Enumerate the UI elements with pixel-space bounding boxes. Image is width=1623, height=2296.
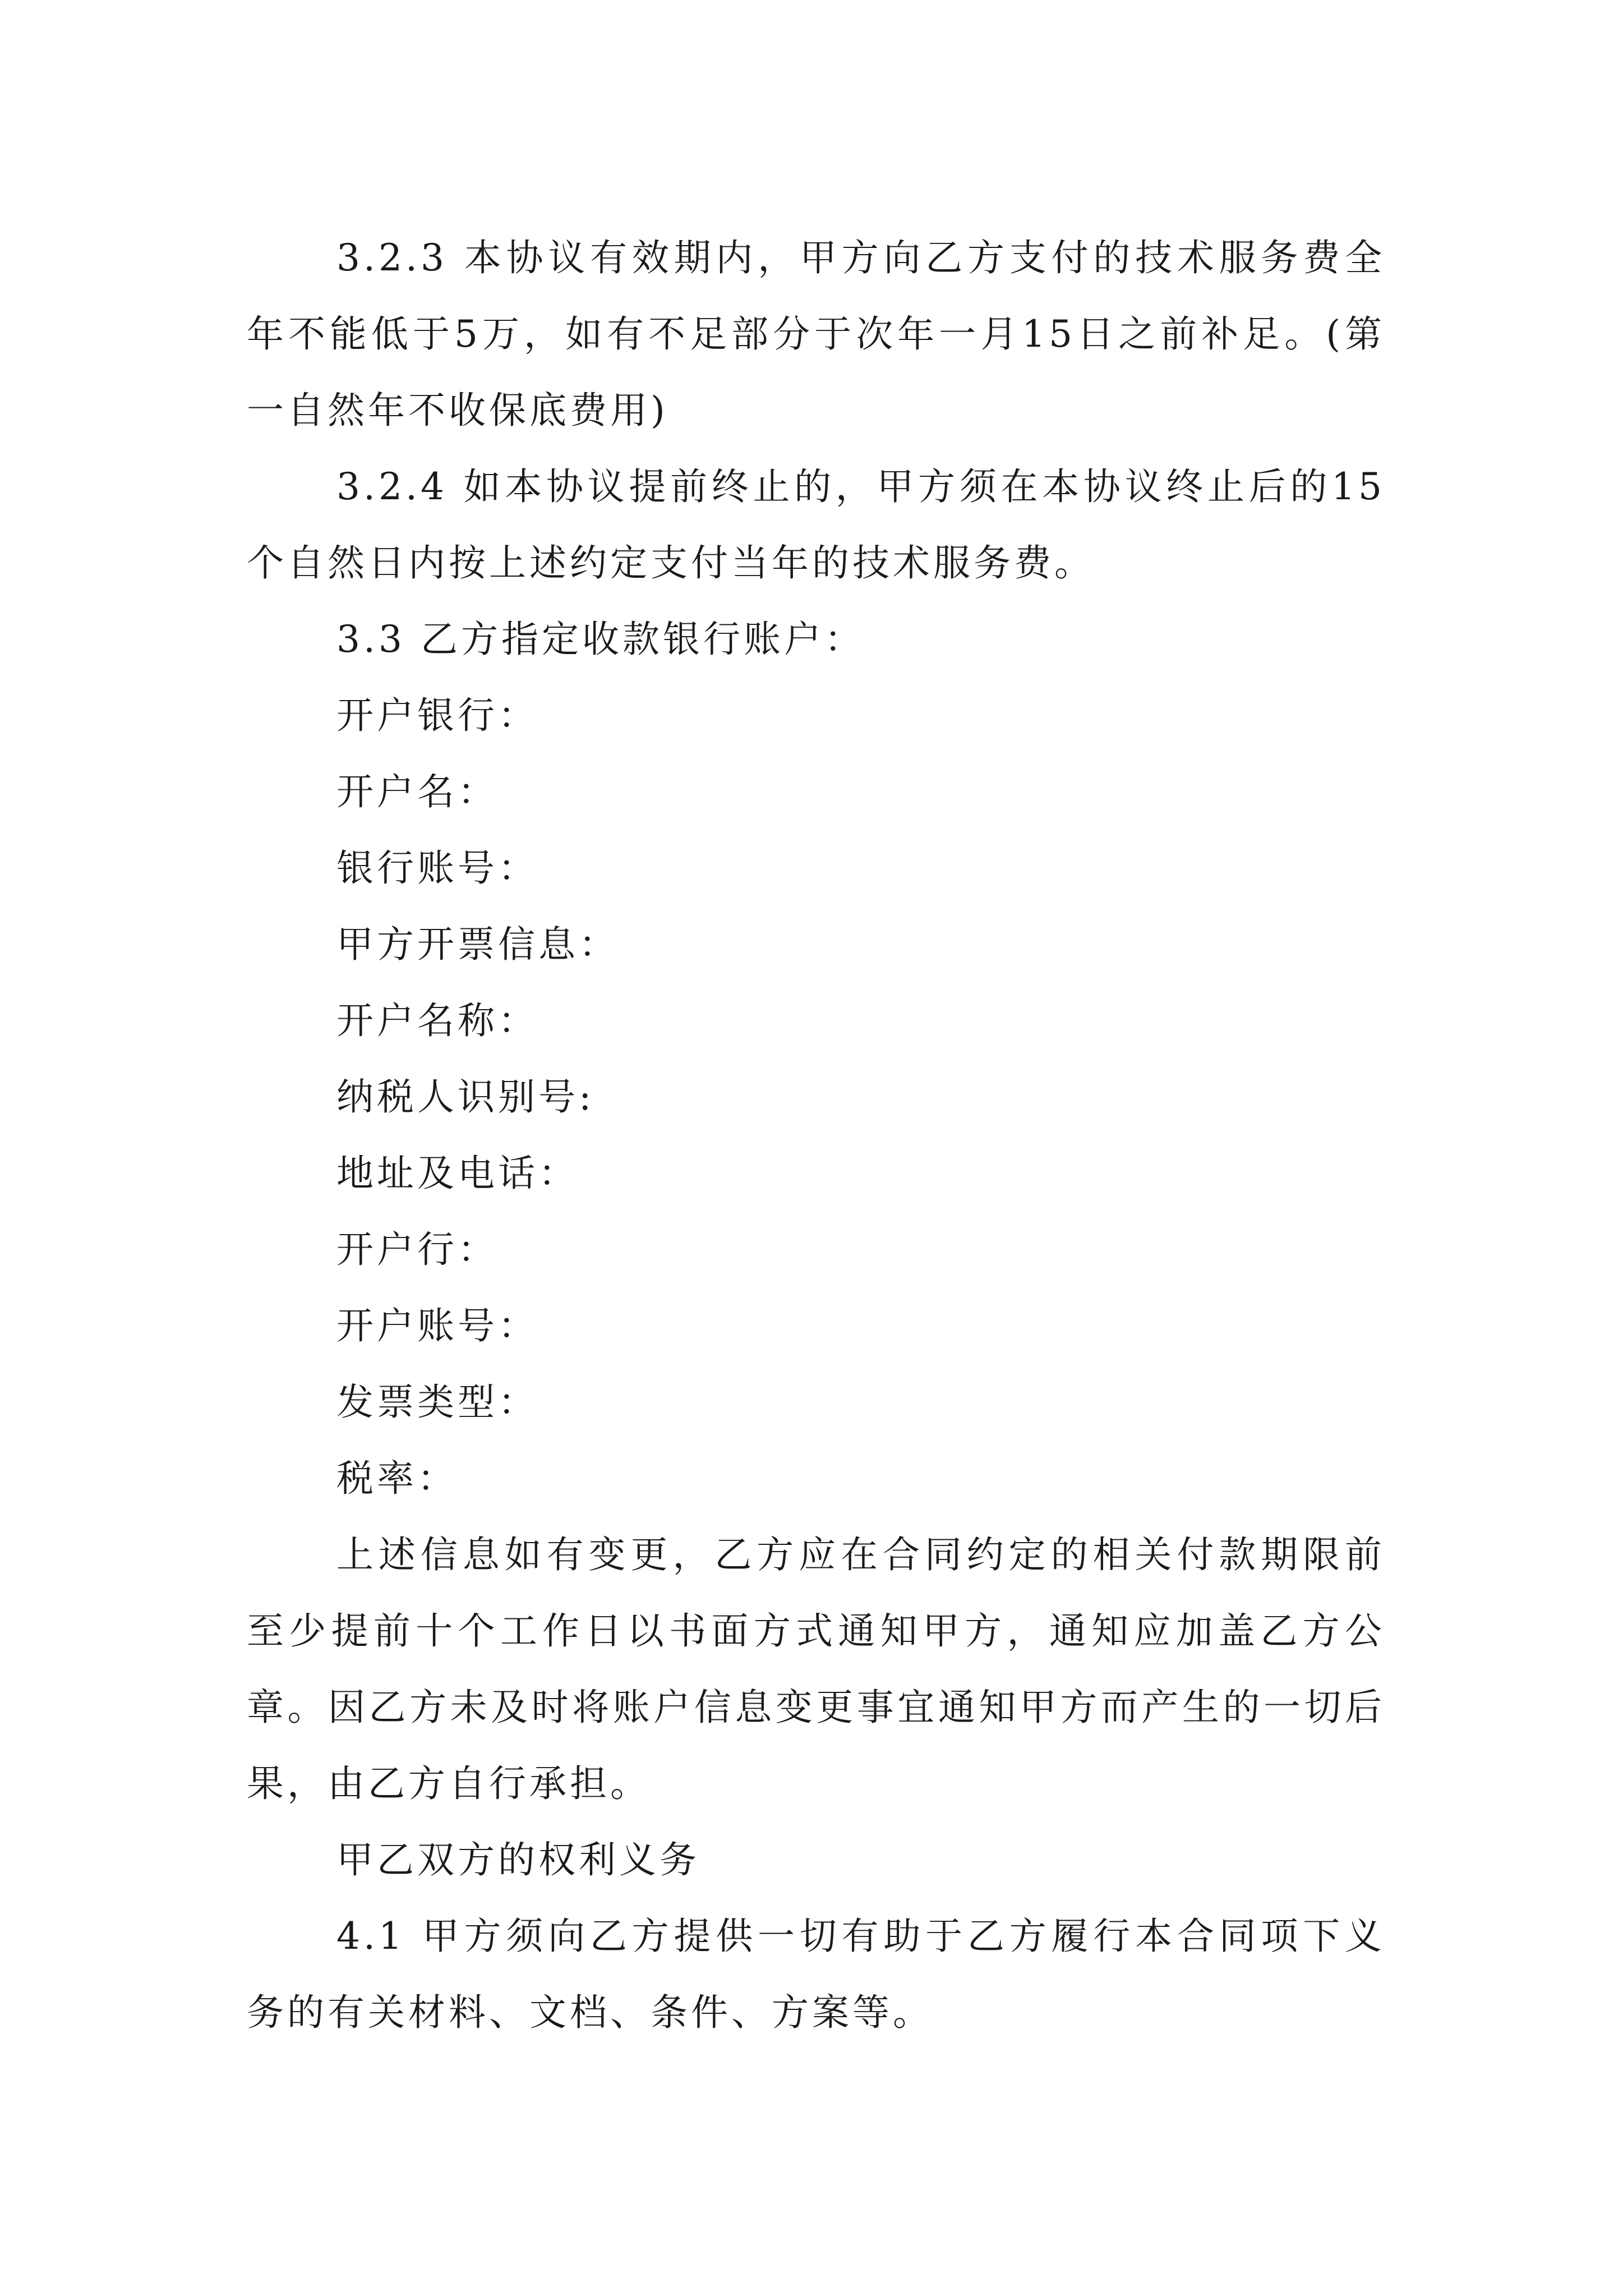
field-bank-name: 开户银行：	[336, 694, 538, 737]
field-bank-account: 银行账号：	[336, 846, 538, 890]
field-taxpayer-id: 纳税人识别号:	[336, 1075, 595, 1119]
section-rights-obligations-heading: 甲乙双方的权利义务	[336, 1838, 700, 1881]
clause-3-2-3: 3.2.3 本协议有效期内，甲方向乙方支付的技术服务费全年不能低于5万，如有不足部分于次年一月15日之前补足。(第一自然年不收保底费用)	[247, 236, 1385, 432]
field-account-name: 开户名：	[336, 770, 498, 813]
field-invoice-type: 发票类型：	[336, 1381, 538, 1424]
document-body	[247, 220, 1385, 2051]
field-address-phone: 地址及电话：	[336, 1152, 579, 1195]
clause-3-3-heading: 3.3 乙方指定收款银行账户：	[336, 618, 865, 661]
field-invoice-account-number: 开户账号：	[336, 1304, 538, 1347]
field-invoice-bank: 开户行：	[336, 1228, 498, 1271]
field-invoice-account-name: 开户名称：	[336, 999, 538, 1042]
clause-4-1: 4.1 甲方须向乙方提供一切有助于乙方履行本合同项下义务的有关材料、文档、条件、方案等。	[247, 1915, 1385, 2034]
field-tax-rate: 税率：	[336, 1457, 458, 1500]
field-invoice-info-heading: 甲方开票信息：	[336, 923, 619, 966]
clause-3-2-4: 3.2.4 如本协议提前终止的，甲方须在本协议终止后的15个自然日内按上述约定支付当年的技术服务费。	[247, 465, 1385, 585]
clause-info-change: 上述信息如有变更，乙方应在合同约定的相关付款期限前至少提前十个工作日以书面方式通知甲方，通知应加盖乙方公章。因乙方未及时将账户信息变更事宜通知甲方而产生的一切后果，由乙方自行承担。	[247, 1533, 1385, 1805]
